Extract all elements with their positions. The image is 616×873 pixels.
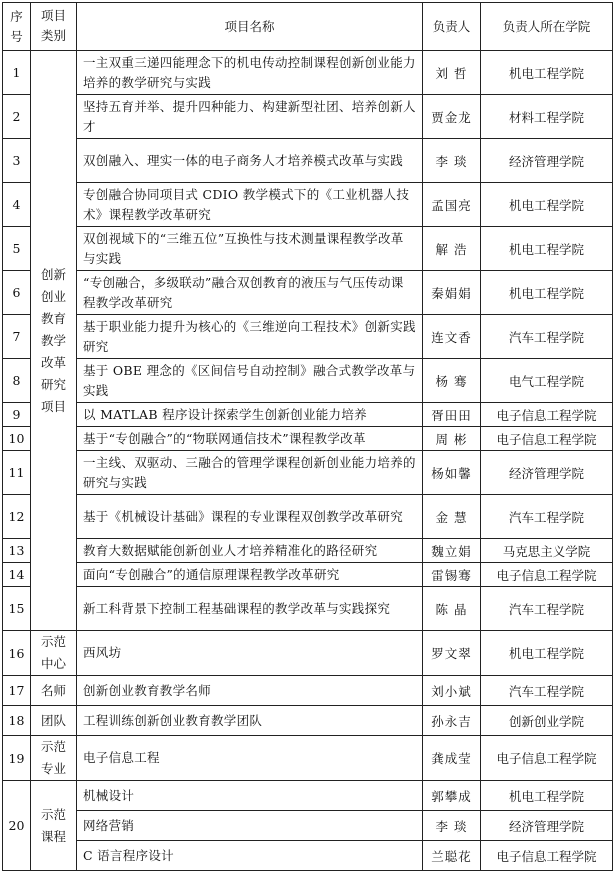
row-no: 2 <box>3 95 31 139</box>
row-leader: 兰聪花 <box>423 841 481 871</box>
table-row <box>3 781 613 811</box>
row-no: 15 <box>3 587 31 631</box>
table-row <box>3 95 613 139</box>
header-name: 项目名称 <box>77 3 423 51</box>
table-row <box>3 811 613 841</box>
row-leader: 贾金龙 <box>423 95 481 139</box>
row-name: 面向“专创融合”的通信原理课程教学改革研究 <box>77 563 423 587</box>
row-school: 机电工程学院 <box>481 631 613 676</box>
row-leader: 孟国亮 <box>423 183 481 227</box>
table-row <box>3 495 613 539</box>
row-school: 机电工程学院 <box>481 271 613 315</box>
row-school: 创新创业学院 <box>481 706 613 736</box>
row-name: C 语言程序设计 <box>77 841 423 871</box>
row-school: 汽车工程学院 <box>481 587 613 631</box>
row-no: 12 <box>3 495 31 539</box>
table-row <box>3 563 613 587</box>
table-row <box>3 227 613 271</box>
row-no: 20 <box>3 781 31 871</box>
row-name: 网络营销 <box>77 811 423 841</box>
row-no: 10 <box>3 427 31 451</box>
row-leader: 郭攀成 <box>423 781 481 811</box>
row-leader: 雷锡骞 <box>423 563 481 587</box>
table-row <box>3 139 613 183</box>
header-leader: 负责人 <box>423 3 481 51</box>
row-name: 机械设计 <box>77 781 423 811</box>
row-name: 一主线、双驱动、三融合的管理学课程创新创业能力培养的研究与实践 <box>77 451 423 495</box>
row-no: 18 <box>3 706 31 736</box>
row-name: 以 MATLAB 程序设计探索学生创新创业能力培养 <box>77 403 423 427</box>
row-leader: 孙永吉 <box>423 706 481 736</box>
table-row <box>3 631 613 676</box>
row-name: 双创视域下的“三维五位”互换性与技术测量课程教学改革与实践 <box>77 227 423 271</box>
row-school: 汽车工程学院 <box>481 495 613 539</box>
row-no: 19 <box>3 736 31 781</box>
row-leader: 罗文翠 <box>423 631 481 676</box>
row-school: 机电工程学院 <box>481 227 613 271</box>
row-leader: 龚成莹 <box>423 736 481 781</box>
row-school: 机电工程学院 <box>481 51 613 95</box>
row-school: 电子信息工程学院 <box>481 563 613 587</box>
row-school: 机电工程学院 <box>481 183 613 227</box>
row-no: 8 <box>3 359 31 403</box>
row-name: 电子信息工程 <box>77 736 423 781</box>
project-table <box>2 2 613 871</box>
row-leader: 杨如馨 <box>423 451 481 495</box>
header-row <box>3 3 613 51</box>
row-name: 新工科背景下控制工程基础课程的教学改革与实践探究 <box>77 587 423 631</box>
row-name: 基于职业能力提升为核心的《三维逆向工程技术》创新实践研究 <box>77 315 423 359</box>
row-no: 17 <box>3 676 31 706</box>
row-leader: 刘 哲 <box>423 51 481 95</box>
row-name: 西风坊 <box>77 631 423 676</box>
row-no: 6 <box>3 271 31 315</box>
row-name: 基于《机械设计基础》课程的专业课程双创教学改革研究 <box>77 495 423 539</box>
row-school: 电气工程学院 <box>481 359 613 403</box>
row-no: 16 <box>3 631 31 676</box>
row-school: 经济管理学院 <box>481 451 613 495</box>
row-name: “专创融合，多级联动”融合双创教育的液压与气压传动课程教学改革研究 <box>77 271 423 315</box>
row-name: 一主双重三递四能理念下的机电传动控制课程创新创业能力培养的教学研究与实践 <box>77 51 423 95</box>
row-name: 专创融合协同项目式 CDIO 教学模式下的《工业机器人技术》课程教学改革研究 <box>77 183 423 227</box>
table-row <box>3 359 613 403</box>
row-name: 坚持五育并举、提升四种能力、构建新型社团、培养创新人才 <box>77 95 423 139</box>
category-major: 示范专业 <box>31 736 77 781</box>
row-no: 14 <box>3 563 31 587</box>
header-category: 项目类别 <box>31 3 77 51</box>
row-name: 工程训练创新创业教育教学团队 <box>77 706 423 736</box>
row-name: 双创融入、理实一体的电子商务人才培养模式改革与实践 <box>77 139 423 183</box>
table-row <box>3 427 613 451</box>
row-leader: 李 琰 <box>423 811 481 841</box>
table-row <box>3 51 613 95</box>
header-no: 序号 <box>3 3 31 51</box>
header-school: 负责人所在学院 <box>481 3 613 51</box>
table-row <box>3 587 613 631</box>
row-name: 基于 OBE 理念的《区间信号自动控制》融合式教学改革与实践 <box>77 359 423 403</box>
row-no: 4 <box>3 183 31 227</box>
row-school: 电子信息工程学院 <box>481 736 613 781</box>
row-school: 汽车工程学院 <box>481 676 613 706</box>
table-row <box>3 183 613 227</box>
row-leader: 杨 骞 <box>423 359 481 403</box>
row-leader: 胥田田 <box>423 403 481 427</box>
row-no: 3 <box>3 139 31 183</box>
row-name: 基于“专创融合”的“物联网通信技术”课程教学改革 <box>77 427 423 451</box>
category-innovation: 创新创业教育教学改革研究项目 <box>31 51 77 631</box>
category-course: 示范课程 <box>31 781 77 871</box>
row-school: 汽车工程学院 <box>481 315 613 359</box>
category-team: 团队 <box>31 706 77 736</box>
row-school: 电子信息工程学院 <box>481 841 613 871</box>
row-no: 9 <box>3 403 31 427</box>
table-row <box>3 403 613 427</box>
row-school: 电子信息工程学院 <box>481 403 613 427</box>
row-no: 5 <box>3 227 31 271</box>
table-row <box>3 676 613 706</box>
row-no: 13 <box>3 539 31 563</box>
table-row <box>3 271 613 315</box>
row-school: 材料工程学院 <box>481 95 613 139</box>
row-leader: 金 慧 <box>423 495 481 539</box>
row-leader: 李 琰 <box>423 139 481 183</box>
table-row <box>3 451 613 495</box>
row-leader: 连文香 <box>423 315 481 359</box>
table-row <box>3 315 613 359</box>
row-leader: 秦娟娟 <box>423 271 481 315</box>
row-school: 机电工程学院 <box>481 781 613 811</box>
row-no: 11 <box>3 451 31 495</box>
table-row <box>3 841 613 871</box>
table-row <box>3 706 613 736</box>
row-leader: 解 浩 <box>423 227 481 271</box>
table-row <box>3 736 613 781</box>
category-center: 示范中心 <box>31 631 77 676</box>
row-leader: 陈 晶 <box>423 587 481 631</box>
row-no: 1 <box>3 51 31 95</box>
row-school: 经济管理学院 <box>481 811 613 841</box>
category-teacher: 名师 <box>31 676 77 706</box>
row-no: 7 <box>3 315 31 359</box>
row-school: 经济管理学院 <box>481 139 613 183</box>
row-leader: 魏立娟 <box>423 539 481 563</box>
row-name: 创新创业教育教学名师 <box>77 676 423 706</box>
table-row <box>3 539 613 563</box>
row-school: 马克思主义学院 <box>481 539 613 563</box>
row-leader: 周 彬 <box>423 427 481 451</box>
row-leader: 刘小斌 <box>423 676 481 706</box>
row-school: 电子信息工程学院 <box>481 427 613 451</box>
row-name: 教育大数据赋能创新创业人才培养精准化的路径研究 <box>77 539 423 563</box>
